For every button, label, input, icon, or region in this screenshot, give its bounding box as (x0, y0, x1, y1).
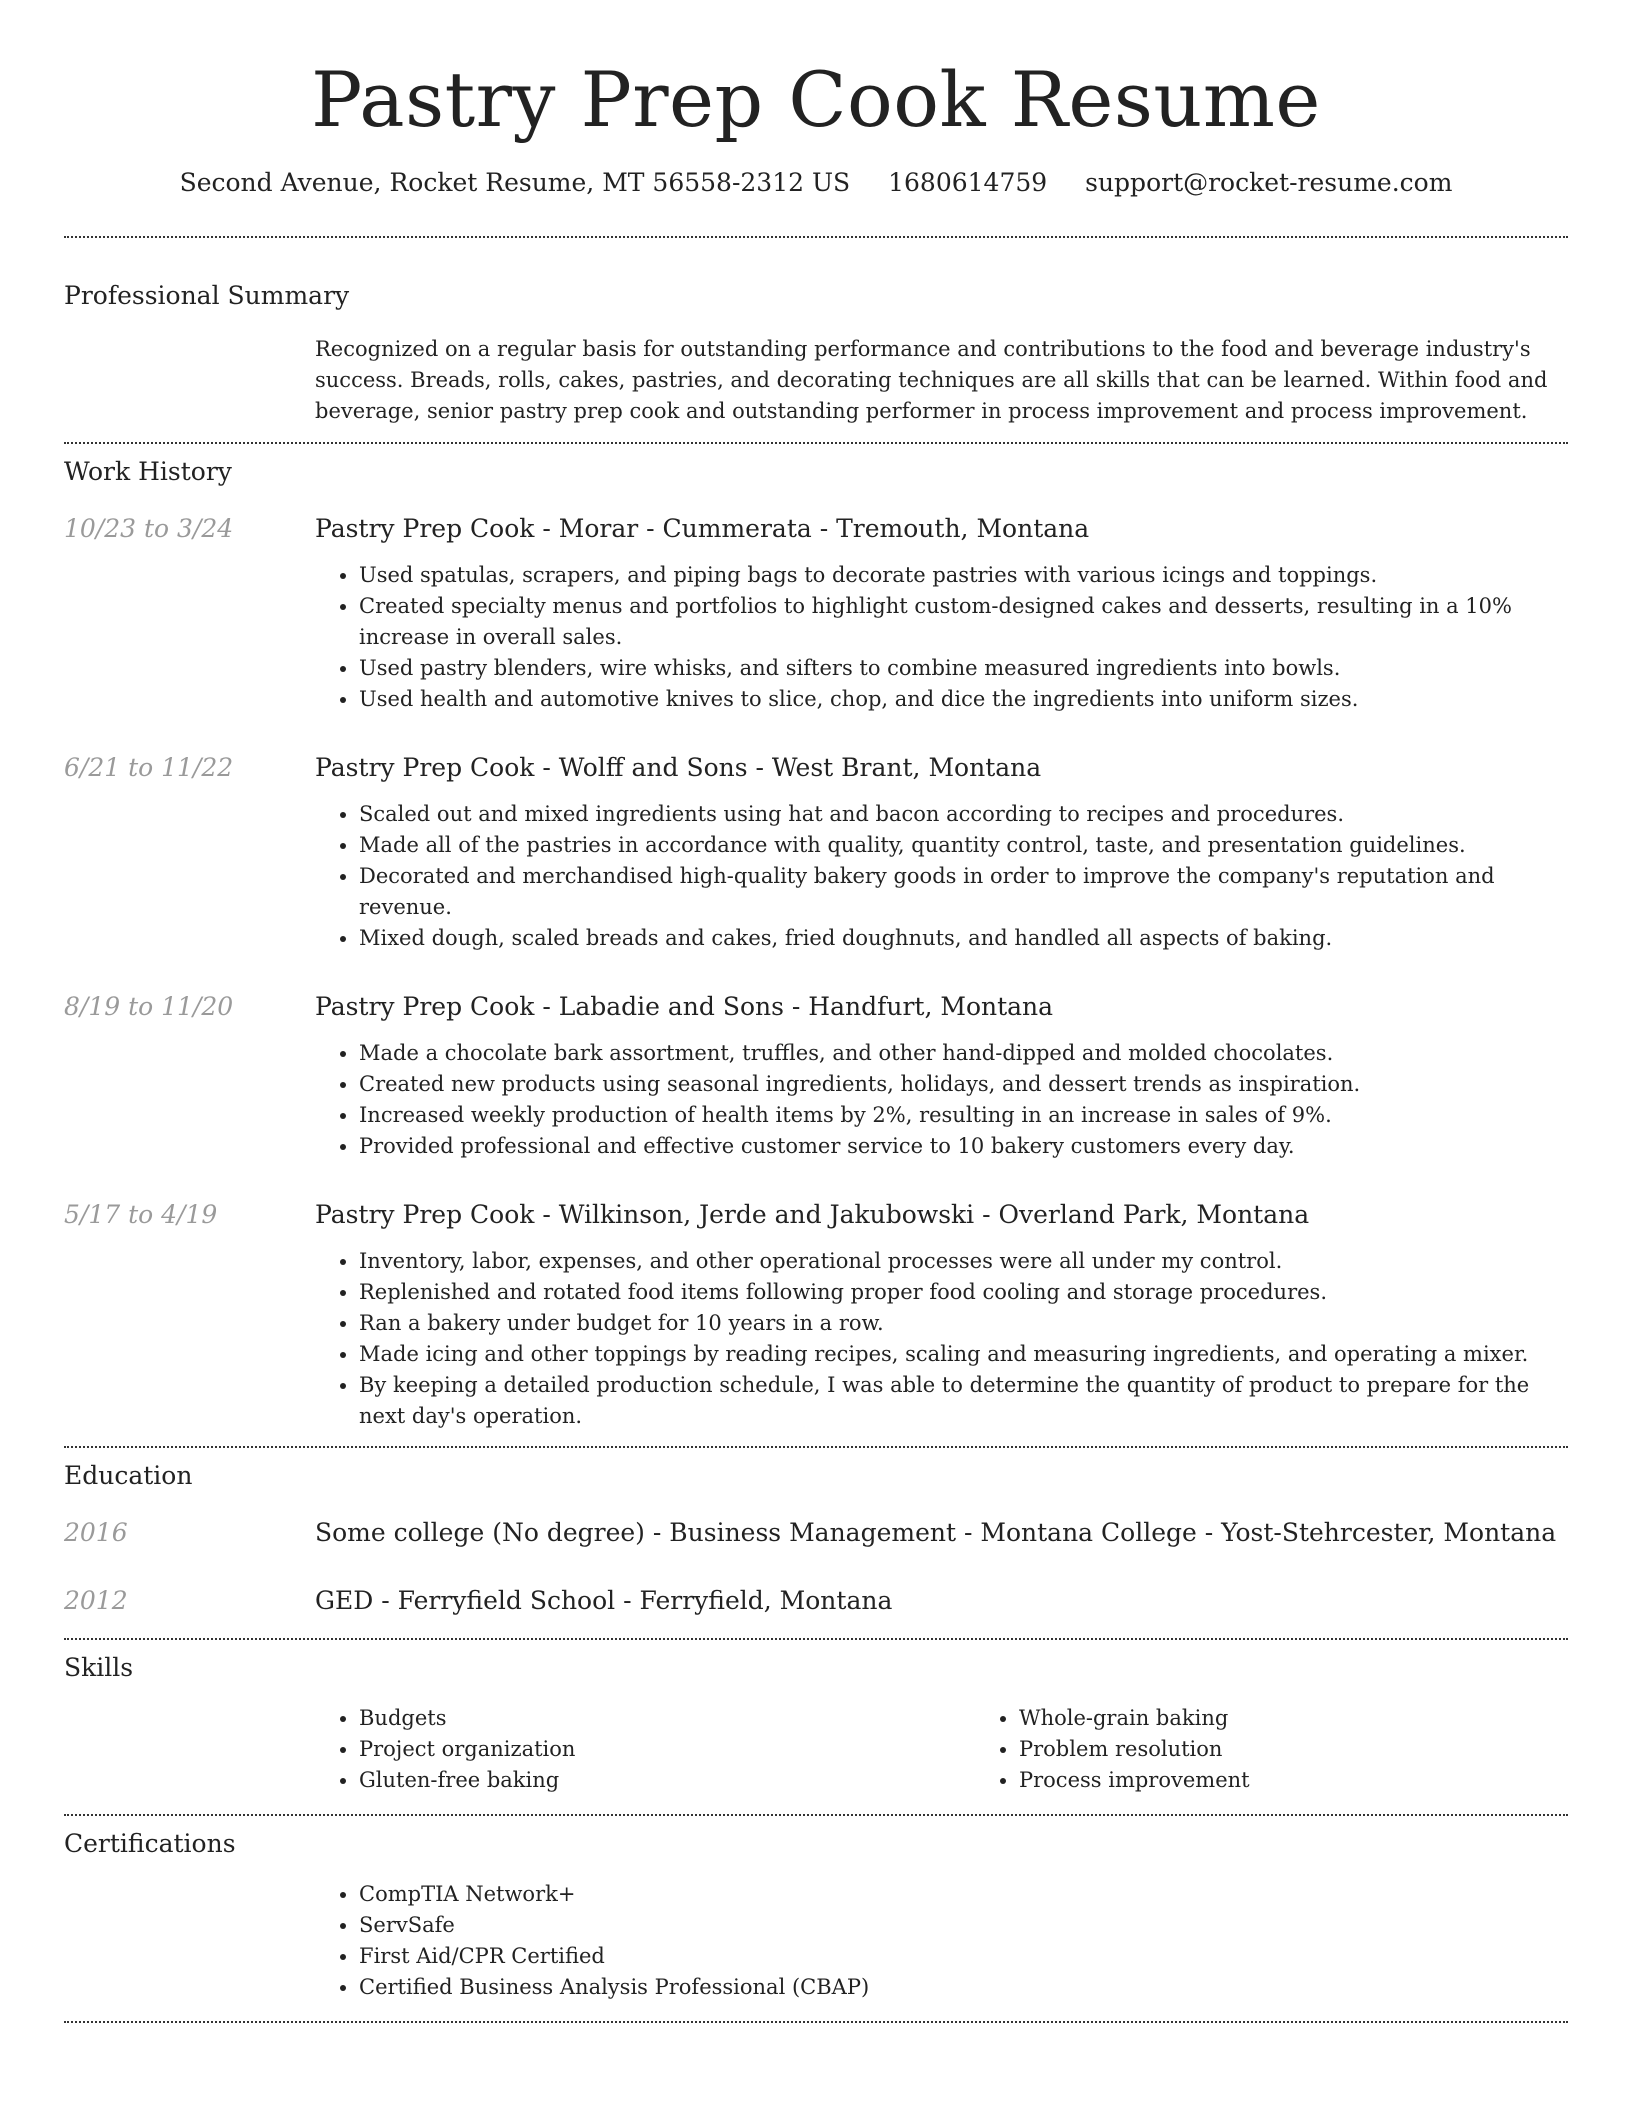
list-item: • First Aid/CPR Certified (359, 1941, 1568, 1972)
job-title: Pastry Prep Cook - Labadie and Sons - Handfurt, Montana (315, 992, 1054, 1021)
job-dates: 8/19 to 11/20 (64, 992, 234, 1021)
job-dates: 10/23 to 3/24 (64, 514, 234, 543)
list-item: • Replenished and rotated food items following proper food cooling and storage procedures. (359, 1277, 1568, 1308)
divider (64, 442, 1568, 444)
list-item: • Increased weekly production of health items by 2%, resulting in an increase in sales of 9%. (359, 1100, 1568, 1131)
education-entry (64, 1516, 1568, 1550)
list-item: • Scaled out and mixed ingredients using hat and bacon according to recipes and procedures. (359, 799, 1568, 830)
divider (64, 2021, 1568, 2023)
list-item: • Created new products using seasonal ingredients, holidays, and dessert trends as inspiration. (359, 1069, 1568, 1100)
summary-row (64, 334, 1568, 427)
contact-address: Second Avenue, Rocket Resume, MT 56558-2312 US (179, 168, 851, 197)
section-heading-skills: Skills (64, 1653, 134, 1682)
job-title: Pastry Prep Cook - Wilkinson, Jerde and Jakubowski - Overland Park, Montana (315, 1200, 1310, 1229)
list-item: • Used health and automotive knives to slice, chop, and dice the ingredients into uniform sizes. (359, 684, 1568, 715)
resume-title: Pastry Prep Cook Resume (311, 55, 1321, 144)
certifications-list (315, 1879, 1568, 2003)
education-entry (64, 1584, 1568, 1618)
contact-phone: 1680614759 (888, 168, 1048, 197)
education-text: Some college (No degree) - Business Management - Montana College - Yost-Stehrcester, Montana (315, 1518, 1557, 1547)
section-heading-summary: Professional Summary (64, 281, 350, 310)
job-entry (64, 990, 1568, 1162)
skills-list-2 (975, 1703, 1632, 1796)
list-item: • Inventory, labor, expenses, and other operational processes were all under my control. (359, 1246, 1568, 1277)
list-item: • Mixed dough, scaled breads and cakes, fried doughnuts, and handled all aspects of baking. (359, 923, 1568, 954)
divider (64, 1446, 1568, 1448)
job-bullets (315, 799, 1568, 954)
section-heading-certifications: Certifications (64, 1829, 236, 1858)
education-year: 2012 (64, 1586, 128, 1615)
list-item: • CompTIA Network+ (359, 1879, 1568, 1910)
divider (64, 1638, 1568, 1640)
list-item: • Whole-grain baking (1019, 1703, 1632, 1734)
list-item: • Used pastry blenders, wire whisks, and sifters to combine measured ingredients into bowls. (359, 653, 1568, 684)
list-item: • Decorated and merchandised high-quality bakery goods in order to improve the company's reputation and revenue. (359, 861, 1568, 923)
list-item: • Made a chocolate bark assortment, truffles, and other hand-dipped and molded chocolates. (359, 1038, 1568, 1069)
job-entry (64, 751, 1568, 954)
education-text: GED - Ferryfield School - Ferryfield, Montana (315, 1586, 893, 1615)
education-year: 2016 (64, 1518, 128, 1547)
job-dates: 5/17 to 4/19 (64, 1200, 218, 1229)
contact-line (64, 166, 1568, 200)
section-heading-education: Education (64, 1461, 193, 1490)
list-item: • Used spatulas, scrapers, and piping bags to decorate pastries with various icings and toppings. (359, 560, 1568, 591)
skills-row (64, 1703, 1568, 1796)
certifications-row (64, 1879, 1568, 2003)
section-heading-work: Work History (64, 457, 232, 486)
list-item: • Created specialty menus and portfolios to highlight custom-designed cakes and desserts, resulting in a 10% increase in overall sales. (359, 591, 1568, 653)
list-item: • Made icing and other toppings by reading recipes, scaling and measuring ingredients, and operating a mixer. (359, 1339, 1568, 1370)
list-item: • Made all of the pastries in accordance with quality, quantity control, taste, and presentation guidelines. (359, 830, 1568, 861)
divider (64, 1814, 1568, 1816)
list-item: • Certified Business Analysis Professional (CBAP) (359, 1972, 1568, 2003)
job-bullets (315, 560, 1568, 715)
contact-email: support@rocket-resume.com (1085, 168, 1453, 197)
job-bullets (315, 1246, 1568, 1432)
list-item: • Ran a bakery under budget for 10 years in a row. (359, 1308, 1568, 1339)
list-item: • Project organization (359, 1734, 975, 1765)
list-item: • ServSafe (359, 1910, 1568, 1941)
resume-page (64, 0, 1568, 2023)
job-entry (64, 1198, 1568, 1432)
list-item: • Process improvement (1019, 1765, 1632, 1796)
job-entry (64, 512, 1568, 715)
job-title: Pastry Prep Cook - Morar - Cummerata - Tremouth, Montana (315, 514, 1090, 543)
list-item: • Provided professional and effective customer service to 10 bakery customers every day. (359, 1131, 1568, 1162)
summary-text: Recognized on a regular basis for outstanding performance and contributions to the food and beverage industry's success. Breads, rolls, cakes, pastries, and decorating techniques are all skills that can be learned. Within food and beverage, senior pastry prep cook and outstanding performer in process improvement and process improvement. (315, 337, 1548, 423)
list-item: • Budgets (359, 1703, 975, 1734)
job-title: Pastry Prep Cook - Wolff and Sons - West Brant, Montana (315, 753, 1042, 782)
list-item: • Gluten-free baking (359, 1765, 975, 1796)
list-item: • By keeping a detailed production schedule, I was able to determine the quantity of product to prepare for the next day's operation. (359, 1370, 1568, 1432)
divider (64, 236, 1568, 238)
job-bullets (315, 1038, 1568, 1162)
skills-columns (315, 1703, 1632, 1796)
job-dates: 6/21 to 11/22 (64, 753, 234, 782)
skills-list-1 (315, 1703, 975, 1796)
list-item: • Problem resolution (1019, 1734, 1632, 1765)
